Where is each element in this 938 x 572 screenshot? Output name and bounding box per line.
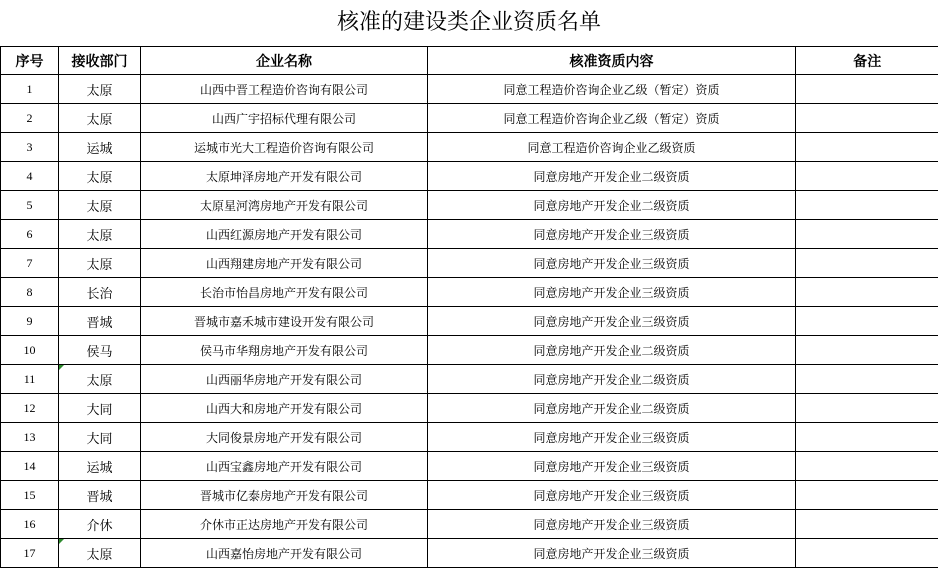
row-note-cell[interactable] [796, 162, 938, 191]
row-seq-text: 8 [26, 284, 33, 299]
row-seq-text: 16 [23, 516, 36, 531]
row-seq-cell[interactable] [1, 336, 59, 365]
row-seq-cell[interactable] [1, 307, 59, 336]
row-company-cell[interactable] [141, 133, 428, 162]
row-seq-text: 13 [23, 429, 36, 444]
row-content-cell[interactable] [428, 307, 796, 336]
row-dept-text: 太原 [86, 373, 113, 389]
row-note-cell[interactable] [796, 394, 938, 423]
row-company-text: 山西翔建房地产开发有限公司 [205, 256, 362, 271]
row-dept-text: 侯马 [86, 344, 113, 360]
row-note-cell[interactable] [796, 510, 938, 539]
row-seq-text: 14 [23, 458, 36, 473]
row-seq-cell[interactable] [1, 133, 59, 162]
row-content-text: 同意房地产开发企业二级资质 [533, 198, 690, 213]
row-dept-text: 长治 [86, 286, 113, 302]
header-company[interactable]: 企业名称 [141, 47, 428, 75]
row-dept-text: 晋城 [86, 489, 113, 505]
row-dept-text: 介休 [86, 518, 113, 534]
row-company-cell[interactable] [141, 394, 428, 423]
row-note-cell[interactable] [796, 278, 938, 307]
row-dept-text: 大同 [86, 431, 113, 447]
table-row [1, 278, 938, 307]
row-company-cell[interactable] [141, 249, 428, 278]
row-content-text: 同意房地产开发企业二级资质 [533, 401, 690, 416]
row-content-text: 同意工程造价咨询企业乙级（暂定）资质 [503, 82, 720, 97]
table-row [1, 452, 938, 481]
row-dept-text: 太原 [86, 547, 113, 563]
row-company-text: 长治市怡昌房地产开发有限公司 [199, 285, 368, 300]
row-note-cell[interactable] [796, 249, 938, 278]
row-content-cell[interactable] [428, 510, 796, 539]
row-content-cell[interactable] [428, 191, 796, 220]
row-content-text: 同意房地产开发企业二级资质 [533, 169, 690, 184]
row-dept-cell[interactable] [59, 510, 141, 539]
row-company-cell[interactable] [141, 191, 428, 220]
row-content-cell[interactable] [428, 394, 796, 423]
row-company-text: 太原星河湾房地产开发有限公司 [199, 198, 368, 213]
row-seq-cell[interactable] [1, 220, 59, 249]
row-note-cell[interactable] [796, 481, 938, 510]
row-content-cell[interactable] [428, 423, 796, 452]
row-seq-cell[interactable] [1, 162, 59, 191]
header-row [1, 47, 938, 75]
row-company-text: 山西大和房地产开发有限公司 [205, 401, 362, 416]
row-company-text: 山西广宇招标代理有限公司 [211, 111, 356, 126]
table-row [1, 307, 938, 336]
row-content-cell[interactable] [428, 75, 796, 104]
row-company-cell[interactable] [141, 423, 428, 452]
row-seq-text: 17 [23, 545, 36, 560]
row-dept-text: 太原 [86, 257, 113, 273]
row-dept-text: 晋城 [86, 315, 113, 331]
row-content-text: 同意工程造价咨询企业乙级资质 [527, 140, 696, 155]
row-company-cell[interactable] [141, 452, 428, 481]
row-seq-cell[interactable] [1, 423, 59, 452]
row-dept-text: 太原 [86, 199, 113, 215]
row-company-text: 太原坤泽房地产开发有限公司 [205, 169, 362, 184]
row-dept-cell[interactable] [59, 481, 141, 510]
table-row [1, 423, 938, 452]
sheet-title: 核准的建设类企业资质名单 [336, 10, 601, 35]
header-dept[interactable]: 接收部门 [59, 47, 141, 75]
table-row [1, 133, 938, 162]
row-dept-cell[interactable] [59, 307, 141, 336]
row-seq-cell[interactable] [1, 452, 59, 481]
row-dept-cell[interactable] [59, 336, 141, 365]
row-content-cell[interactable] [428, 365, 796, 394]
row-company-cell[interactable] [141, 481, 428, 510]
row-note-cell[interactable] [796, 133, 938, 162]
row-content-text: 同意房地产开发企业三级资质 [533, 285, 690, 300]
row-dept-text: 太原 [86, 170, 113, 186]
row-dept-text: 太原 [86, 112, 113, 128]
row-seq-text: 11 [23, 371, 36, 386]
table-row [1, 510, 938, 539]
header-note[interactable]: 备注 [796, 47, 938, 75]
row-seq-text: 6 [26, 226, 33, 241]
row-seq-text: 9 [26, 313, 33, 328]
row-seq-cell[interactable] [1, 104, 59, 133]
row-note-cell[interactable] [796, 220, 938, 249]
row-seq-text: 4 [26, 168, 33, 183]
table-row [1, 75, 938, 104]
row-company-text: 晋城市嘉禾城市建设开发有限公司 [193, 314, 374, 329]
row-content-text: 同意房地产开发企业三级资质 [533, 517, 690, 532]
row-company-text: 山西嘉怡房地产开发有限公司 [205, 546, 362, 561]
row-dept-cell[interactable] [59, 539, 141, 568]
row-seq-text: 5 [26, 197, 33, 212]
row-content-text: 同意房地产开发企业三级资质 [533, 459, 690, 474]
row-content-cell[interactable] [428, 481, 796, 510]
row-seq-cell[interactable] [1, 394, 59, 423]
table-row [1, 336, 938, 365]
row-dept-cell[interactable] [59, 249, 141, 278]
row-dept-cell[interactable] [59, 191, 141, 220]
row-note-cell[interactable] [796, 75, 938, 104]
row-company-text: 晋城市亿泰房地产开发有限公司 [199, 488, 368, 503]
row-dept-cell[interactable] [59, 133, 141, 162]
row-content-text: 同意房地产开发企业二级资质 [533, 372, 690, 387]
table-row [1, 220, 938, 249]
row-seq-cell[interactable] [1, 365, 59, 394]
row-dept-text: 运城 [86, 460, 113, 476]
row-content-text: 同意房地产开发企业三级资质 [533, 546, 690, 561]
row-seq-cell[interactable] [1, 249, 59, 278]
row-content-text: 同意房地产开发企业三级资质 [533, 227, 690, 242]
table-row [1, 104, 938, 133]
row-note-cell[interactable] [796, 104, 938, 133]
table-row [1, 191, 938, 220]
row-company-cell[interactable] [141, 104, 428, 133]
table-row [1, 162, 938, 191]
row-company-text: 大同俊景房地产开发有限公司 [205, 430, 362, 445]
table-row [1, 394, 938, 423]
row-seq-cell[interactable] [1, 75, 59, 104]
row-dept-text: 运城 [86, 141, 113, 157]
row-company-cell[interactable] [141, 307, 428, 336]
row-company-text: 山西红源房地产开发有限公司 [205, 227, 362, 242]
table-row [1, 249, 938, 278]
row-content-cell[interactable] [428, 278, 796, 307]
row-note-cell[interactable] [796, 336, 938, 365]
row-content-cell[interactable] [428, 220, 796, 249]
row-dept-text: 太原 [86, 83, 113, 99]
table-row [1, 481, 938, 510]
row-content-cell[interactable] [428, 104, 796, 133]
row-content-cell[interactable] [428, 336, 796, 365]
row-seq-text: 2 [26, 110, 33, 125]
row-seq-text: 10 [23, 342, 36, 357]
row-company-text: 侯马市华翔房地产开发有限公司 [199, 343, 368, 358]
row-content-cell[interactable] [428, 162, 796, 191]
row-content-text: 同意工程造价咨询企业乙级（暂定）资质 [503, 111, 720, 126]
table-row [1, 365, 938, 394]
row-content-text: 同意房地产开发企业三级资质 [533, 314, 690, 329]
row-seq-text: 15 [23, 487, 36, 502]
row-company-cell[interactable] [141, 336, 428, 365]
row-seq-cell[interactable] [1, 278, 59, 307]
row-company-cell[interactable] [141, 539, 428, 568]
row-company-cell[interactable] [141, 365, 428, 394]
row-seq-text: 7 [26, 255, 33, 270]
table-body [1, 75, 938, 568]
row-note-cell[interactable] [796, 539, 938, 568]
row-dept-cell[interactable] [59, 452, 141, 481]
row-content-text: 同意房地产开发企业三级资质 [533, 430, 690, 445]
row-seq-text: 3 [26, 139, 33, 154]
row-note-cell[interactable] [796, 191, 938, 220]
row-content-cell[interactable] [428, 249, 796, 278]
qualification-table [0, 46, 938, 568]
row-company-text: 山西宝鑫房地产开发有限公司 [205, 459, 362, 474]
row-dept-cell[interactable] [59, 104, 141, 133]
row-seq-text: 1 [26, 81, 33, 96]
row-content-cell[interactable] [428, 133, 796, 162]
row-dept-cell[interactable] [59, 278, 141, 307]
row-seq-cell[interactable] [1, 191, 59, 220]
row-dept-cell[interactable] [59, 365, 141, 394]
table-row [1, 539, 938, 568]
row-company-cell[interactable] [141, 510, 428, 539]
row-content-text: 同意房地产开发企业三级资质 [533, 488, 690, 503]
row-dept-cell[interactable] [59, 423, 141, 452]
row-seq-cell[interactable] [1, 510, 59, 539]
header-seq[interactable]: 序号 [1, 47, 59, 75]
row-note-cell[interactable] [796, 452, 938, 481]
row-dept-cell[interactable] [59, 75, 141, 104]
row-company-cell[interactable] [141, 278, 428, 307]
row-company-cell[interactable] [141, 220, 428, 249]
header-content[interactable]: 核准资质内容 [428, 47, 796, 75]
row-note-cell[interactable] [796, 423, 938, 452]
row-company-text: 介休市正达房地产开发有限公司 [199, 517, 368, 532]
row-note-cell[interactable] [796, 365, 938, 394]
comment-marker-icon[interactable] [59, 539, 64, 544]
row-company-cell[interactable] [141, 162, 428, 191]
row-seq-text: 12 [23, 400, 36, 415]
row-content-text: 同意房地产开发企业三级资质 [533, 256, 690, 271]
row-company-text: 山西中晋工程造价咨询有限公司 [199, 82, 368, 97]
row-seq-cell[interactable] [1, 481, 59, 510]
row-company-text: 运城市光大工程造价咨询有限公司 [193, 140, 374, 155]
row-content-cell[interactable] [428, 452, 796, 481]
row-seq-cell[interactable] [1, 539, 59, 568]
row-dept-text: 大同 [86, 402, 113, 418]
row-dept-cell[interactable] [59, 162, 141, 191]
row-dept-text: 太原 [86, 228, 113, 244]
row-dept-cell[interactable] [59, 394, 141, 423]
row-company-cell[interactable] [141, 75, 428, 104]
row-content-cell[interactable] [428, 539, 796, 568]
comment-marker-icon[interactable] [59, 365, 64, 370]
row-company-text: 山西丽华房地产开发有限公司 [205, 372, 362, 387]
row-note-cell[interactable] [796, 307, 938, 336]
row-dept-cell[interactable] [59, 220, 141, 249]
row-content-text: 同意房地产开发企业二级资质 [533, 343, 690, 358]
